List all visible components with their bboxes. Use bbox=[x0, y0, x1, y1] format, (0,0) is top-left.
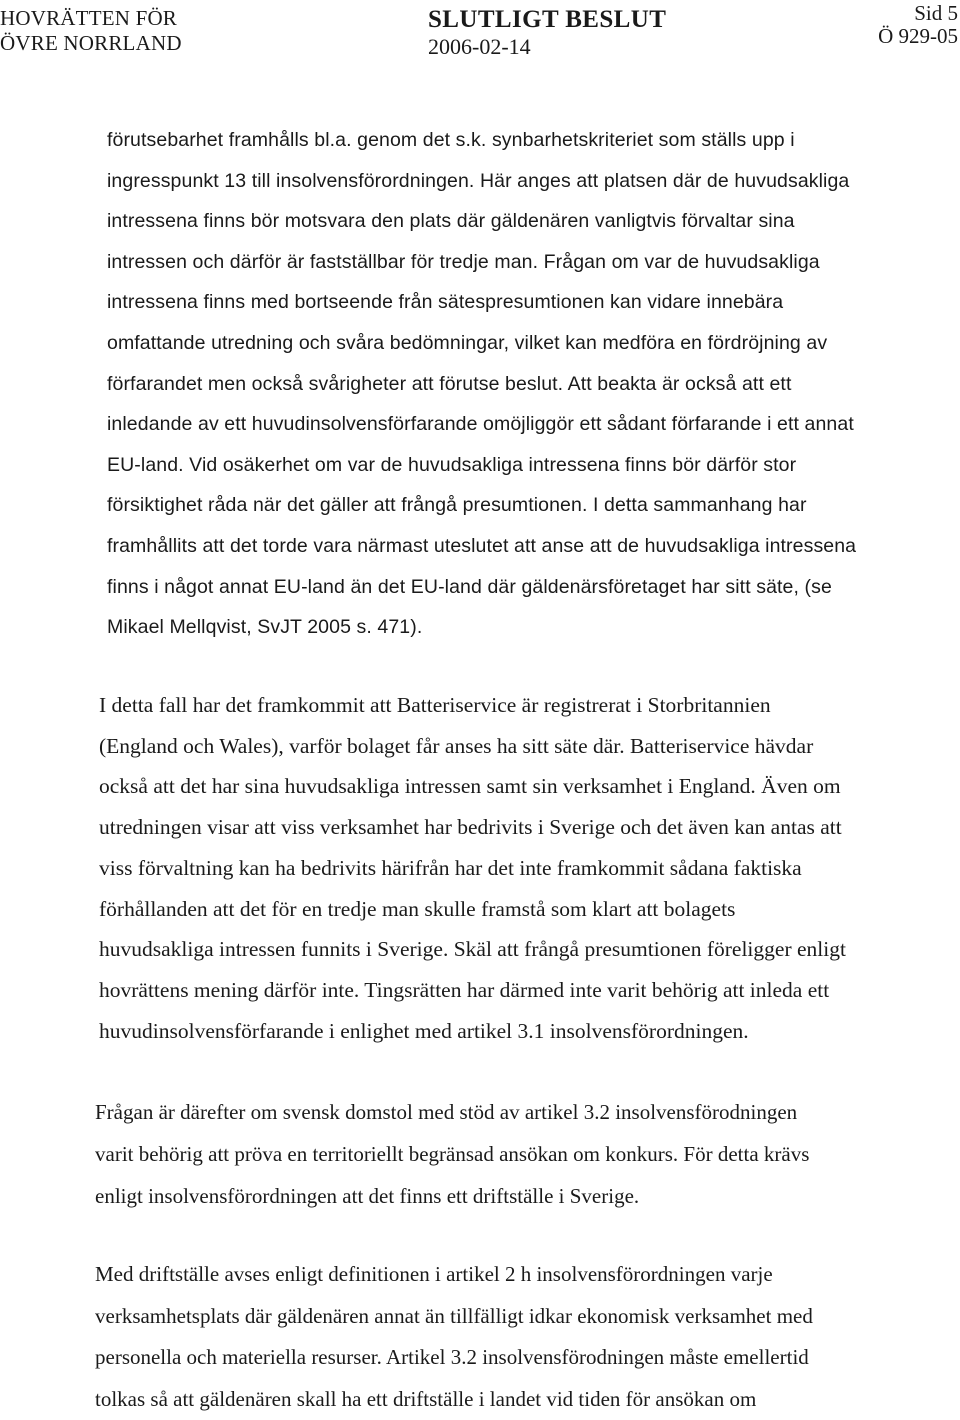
text-line: verksamhetsplats där gäldenären annat än tillfälligt idkar ekonomisk verksamhet med bbox=[95, 1296, 813, 1338]
document-date: 2006-02-14 bbox=[428, 36, 531, 58]
document-title: SLUTLIGT BESLUT bbox=[428, 7, 666, 32]
case-number: Ö 929-05 bbox=[878, 26, 958, 47]
text-line: huvudinsolvensförfarande i enlighet med artikel 3.1 insolvensförordningen. bbox=[99, 1011, 846, 1052]
paragraph-1 bbox=[107, 120, 856, 648]
text-line: framhållits att det torde vara närmast uteslutet att anse att de huvudsakliga intressena bbox=[107, 526, 856, 567]
text-line: I detta fall har det framkommit att Batteriservice är registrerat i Storbritannien bbox=[99, 685, 846, 726]
text-line: Frågan är därefter om svensk domstol med stöd av artikel 3.2 insolvensförodningen bbox=[95, 1091, 809, 1133]
text-line: förhållanden att det för en tredje man skulle framstå som klart att bolagets bbox=[99, 889, 846, 930]
text-line: enligt insolvensförordningen att det finns ett driftställe i Sverige. bbox=[95, 1175, 809, 1217]
text-line: hovrättens mening därför inte. Tingsrätten har därmed inte varit behörig att inleda ett bbox=[99, 970, 846, 1011]
text-line: viss förvaltning kan ha bedrivits härifrån har det inte framkommit sådana faktiska bbox=[99, 848, 846, 889]
text-line: ingresspunkt 13 till insolvensförordningen. Här anges att platsen där de huvudsakliga bbox=[107, 161, 856, 202]
text-line: förutsebarhet framhålls bl.a. genom det s.k. synbarhetskriteriet som ställs upp i bbox=[107, 120, 856, 161]
text-line: EU-land. Vid osäkerhet om var de huvudsakliga intressena finns bör därför stor bbox=[107, 445, 856, 486]
text-line: förfarandet men också svårigheter att förutse beslut. Att beakta är också att ett bbox=[107, 364, 856, 405]
text-line: också att det har sina huvudsakliga intressen samt sin verksamhet i England. Även om bbox=[99, 766, 846, 807]
text-line: Mikael Mellqvist, SvJT 2005 s. 471). bbox=[107, 607, 856, 648]
text-line: finns i något annat EU-land än det EU-land där gäldenärsföretaget har sitt säte, (se bbox=[107, 567, 856, 608]
text-line: personella och materiella resurser. Artikel 3.2 insolvensförodningen måste emellertid bbox=[95, 1337, 813, 1379]
text-line: utredningen visar att viss verksamhet har bedrivits i Sverige och det även kan antas att bbox=[99, 807, 846, 848]
text-line: intressena finns bör motsvara den plats där gäldenären vanligtvis förvaltar sina bbox=[107, 201, 856, 242]
text-line: varit behörig att pröva en territoriellt begränsad ansökan om konkurs. För detta krävs bbox=[95, 1133, 809, 1175]
court-name-line-1: HOVRÄTTEN FÖR bbox=[0, 8, 177, 29]
text-line: omfattande utredning och svåra bedömningar, vilket kan medföra en fördröjning av bbox=[107, 323, 856, 364]
text-line: intressena finns med bortseende från sätespresumtionen kan vidare innebära bbox=[107, 282, 856, 323]
text-line: försiktighet råda när det gäller att frångå presumtionen. I detta sammanhang har bbox=[107, 485, 856, 526]
court-name-line-2: ÖVRE NORRLAND bbox=[0, 33, 182, 54]
text-line: huvudsakliga intressen funnits i Sverige. Skäl att frångå presumtionen föreligger enligt bbox=[99, 929, 846, 970]
paragraph-4 bbox=[95, 1254, 813, 1420]
text-line: Med driftställe avses enligt definitionen i artikel 2 h insolvensförordningen varje bbox=[95, 1254, 813, 1296]
text-line: intressen och därför är fastställbar för tredje man. Frågan om var de huvudsakliga bbox=[107, 242, 856, 283]
paragraph-3 bbox=[95, 1091, 809, 1217]
paragraph-2 bbox=[99, 685, 846, 1051]
text-line: tolkas så att gäldenären skall ha ett driftställe i landet vid tiden för ansökan om bbox=[95, 1379, 813, 1420]
text-line: (England och Wales), varför bolaget får anses ha sitt säte där. Batteriservice hävdar bbox=[99, 726, 846, 767]
text-line: inledande av ett huvudinsolvensförfarande omöjliggör ett sådant förfarande i ett annat bbox=[107, 404, 856, 445]
page-number: Sid 5 bbox=[914, 3, 958, 24]
